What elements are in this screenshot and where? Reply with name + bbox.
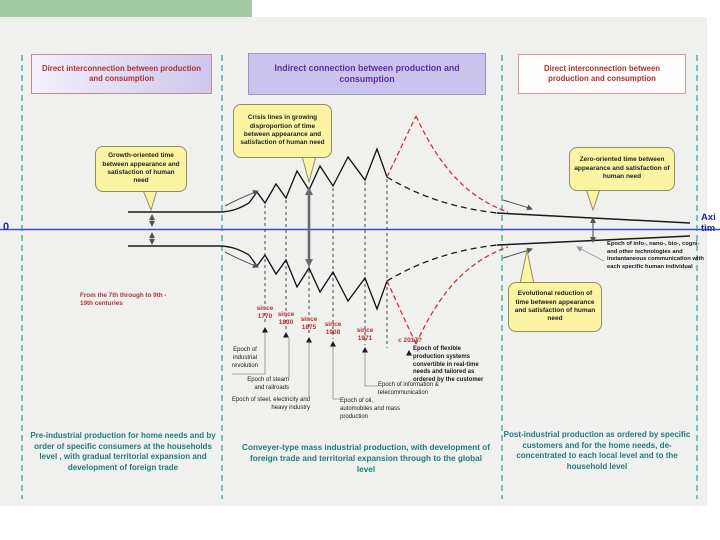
header-box-direct-left — [31, 54, 212, 94]
axis-origin-label: 0 — [3, 221, 10, 233]
footer-post-industrial: Post-industrial production as ordered by specific customers and for the home needs, de-concentrated to each local level and to the household level — [503, 430, 691, 471]
date-since-1971: since 1971 — [356, 327, 374, 342]
header-box-direct-right — [518, 54, 686, 94]
date-since-1770: since 1770 — [256, 305, 274, 320]
callout-tails — [143, 156, 600, 284]
date-circa-2017: c 2017? — [398, 337, 422, 344]
upper-decay-curve — [387, 177, 497, 213]
header-box-indirect-center — [248, 53, 486, 95]
epoch-label-steam-railroads: Epoch of steam and railroads — [247, 377, 289, 391]
era-note: From the 7th through to 9th - 19th centuries — [80, 292, 167, 308]
lower-need-line-left — [128, 246, 249, 255]
axis-of-time-label-bottom: tim — [701, 223, 716, 235]
crisis-zigzag-lower — [249, 255, 387, 309]
upper-need-line-left — [128, 203, 249, 212]
epoch-label-oil-mass-production: Epoch of oil, automobiles and mass production — [340, 398, 401, 420]
date-since-1908: since 1908 — [324, 321, 342, 336]
callout-evolutional-reduction: Evolutional reduction of time between appearance and satisfaction of human need — [508, 282, 602, 332]
date-since-1875: since 1875 — [300, 316, 318, 331]
lower-decay-curve — [387, 245, 497, 281]
header-box-indirect-center-label: Indirect connection between production and consumption — [274, 62, 460, 84]
epoch-label-flexible-production: Epoch of flexible production systems convertible in real-time needs and tailored as ordered by the customer — [413, 346, 484, 384]
epoch-label-industrial-revolution: Epoch of industrial revolution — [231, 347, 258, 369]
header-box-direct-left-label: Direct interconnection between production and consumption — [42, 63, 201, 83]
callout-zero-oriented-time: Zero-oriented time between appearance and satisfaction of human need — [569, 147, 675, 191]
footer-conveyer-mass: Conveyer-type mass industrial production, with development of foreign trade and territorial expansion through to the global level — [242, 443, 490, 474]
callout-growth-oriented-time: Growth-oriented time between appearance and satisfaction of human need — [95, 146, 187, 192]
callout-crisis-lines: Crisis lines in growing disproportion of time between appearance and satisfaction of human need — [233, 104, 332, 158]
axis-of-time-label-top: Axi — [701, 212, 716, 223]
epoch-label-steel-electricity: Epoch of steel, electricity and heavy industry — [231, 397, 310, 411]
date-since-1830: since 1830 — [277, 311, 295, 326]
header-box-direct-right-label: Direct interconnection between production and consumption — [543, 63, 661, 83]
info-epoch-pointer-line — [577, 247, 604, 261]
epoch-label-information-telecom: Epoch of information & telecommunication — [378, 382, 439, 396]
epoch-label-info-nano-bio: Epoch of info-, nano-, bio-, cogni- and other technologies and instantaneous communication with each specific human individual — [607, 241, 704, 270]
axis-of-time-label — [701, 212, 720, 235]
footer-pre-industrial: Pre-industrial production for home needs and by order of specific consumers at the households level , with gradual territorial expansion and development of foreign trade — [30, 431, 216, 472]
